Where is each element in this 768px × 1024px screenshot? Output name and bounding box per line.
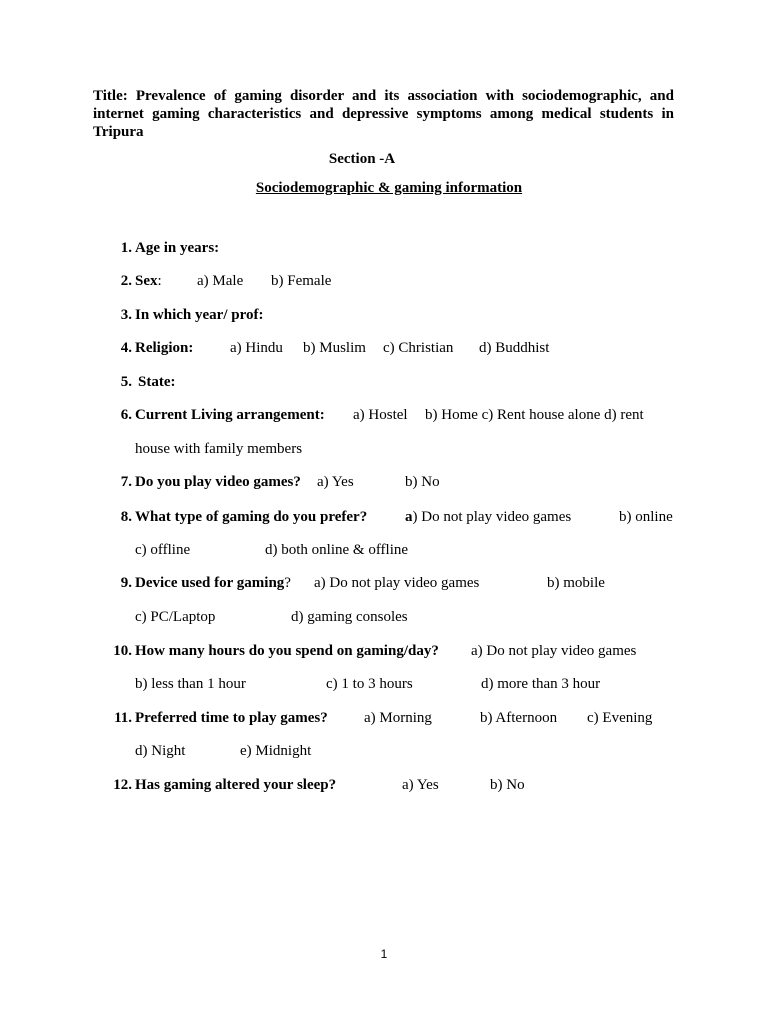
option-a: a) Do not play video games (471, 643, 637, 659)
option-b: b) Home c) Rent house alone d) rent (425, 407, 644, 423)
option-d: d) Buddhist (479, 340, 550, 356)
option-c: c) Evening (587, 710, 653, 726)
option-b: b) mobile (547, 575, 605, 591)
question-label: Current Living arrangement: (135, 407, 325, 423)
option-c: c) 1 to 3 hours (326, 676, 413, 692)
option-b: b) Afternoon (480, 710, 558, 726)
option-a: a) Morning (364, 710, 432, 726)
option-b: b) No (490, 777, 525, 793)
question-number: 9. (120, 575, 132, 591)
question-9-continuation (135, 608, 408, 626)
question-label: How many hours do you spend on gaming/day? (135, 643, 439, 659)
question-number: 12. (113, 777, 132, 793)
question-number: 3. (120, 307, 132, 323)
question-label: Has gaming altered your sleep? (135, 777, 337, 793)
option-a: a) Hostel (353, 407, 408, 423)
question-10-continuation (135, 675, 601, 693)
option-a: a) Male (197, 273, 244, 289)
option-b: b) less than 1 hour (135, 676, 246, 692)
question-number: 1. (120, 240, 132, 256)
option-d: d) both online & offline (265, 542, 409, 558)
option-a: a) Yes (402, 777, 439, 793)
question-label: Age in years: (135, 240, 220, 256)
question-label: Sex: (135, 273, 162, 289)
page-number: 1 (380, 947, 388, 961)
section-heading: Section -A (328, 151, 396, 167)
question-label: Do you play video games? (135, 474, 301, 490)
question-number: 6. (120, 407, 132, 423)
option-b: b) Female (271, 273, 332, 289)
option-a: a) Do not play video games (314, 575, 480, 591)
question-number: 7. (120, 474, 132, 490)
question-label: Preferred time to play games? (135, 710, 328, 726)
option-b: b) Muslim (303, 340, 366, 356)
option-a: a) Yes (317, 474, 354, 490)
question-number: 11. (114, 710, 132, 726)
option-b: b) No (405, 474, 440, 490)
question-label: In which year/ prof: (135, 307, 264, 323)
question-6-continuation (135, 440, 302, 458)
question-label: State: (138, 374, 176, 390)
option-d: d) gaming consoles (291, 609, 408, 625)
option-b: b) online (619, 509, 673, 525)
option-a: a) Hindu (230, 340, 283, 356)
question-number: 10. (113, 643, 132, 659)
question-number: 2. (120, 273, 132, 289)
question-label: Religion: (135, 340, 194, 356)
question-11-continuation (135, 742, 312, 760)
question-label: What type of gaming do you prefer? (135, 509, 368, 525)
section-subheading: Sociodemographic & gaming information (255, 180, 523, 196)
option-d: d) Night (135, 743, 186, 759)
option-a: a) Do not play video games (405, 509, 572, 525)
question-number: 5. (120, 374, 132, 390)
question-number: 8. (120, 509, 132, 525)
option-e: e) Midnight (240, 743, 312, 759)
question-number: 4. (120, 340, 132, 356)
question-label: Device used for gaming? (135, 575, 291, 591)
question-8-continuation (135, 541, 409, 559)
option-d: d) more than 3 hour (481, 676, 601, 692)
option-c: c) offline (135, 542, 191, 558)
option-c: c) PC/Laptop (135, 609, 216, 625)
document-title: Title: Prevalence of gaming disorder and its association with sociodemographic, and internet gaming characteristics and depressive symptoms among medical students in Tripura (93, 88, 674, 140)
option-continuation: house with family members (135, 441, 303, 457)
option-c: c) Christian (383, 340, 454, 356)
